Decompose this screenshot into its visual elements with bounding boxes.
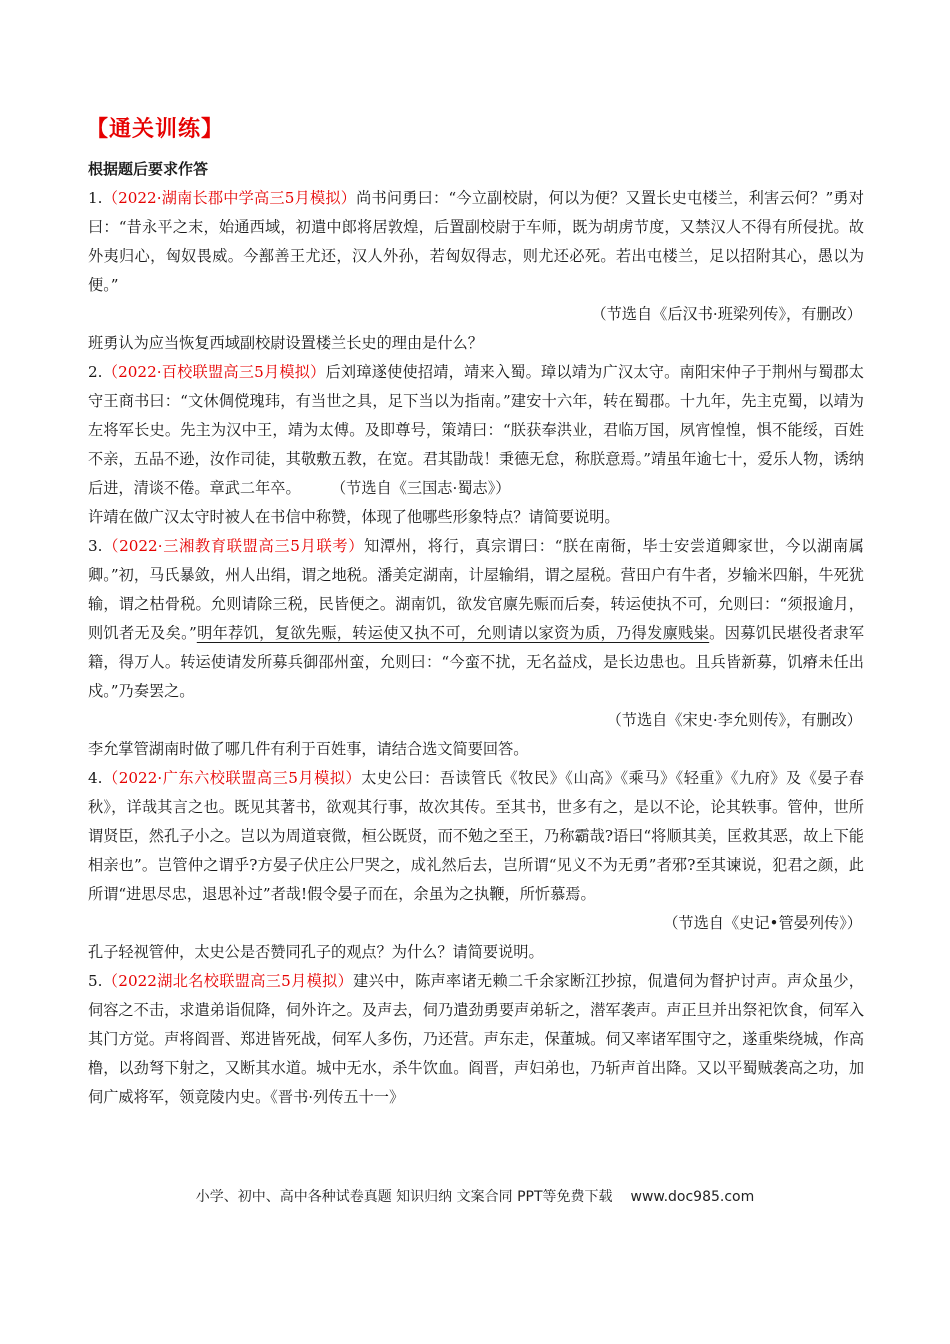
passage-text: 建兴中，陈声率诸无赖二千余家断江抄掠，侃遣伺为督护讨声。声众虽少，伺容之不击，求遣弟诣侃降，伺外许之。及声去，伺乃遣劲勇要声弟斩之，潜军袭声。声正旦并出祭祀饮食，伺军入其门方觉。声将阎晋、郑进皆死战，伺军人多伤，乃还营。声东走，保董城。伺又率诸军围守之，遂重柴绕城，作高橹，以劲弩下射之，又断其水道。城中无水，杀牛饮血。阎晋，声妇弟也，乃斩声首出降。又以平蜀贼袭高之功，加伺广威将军，领竟陵内史。《晋书·列传五十一》 <box>88 972 864 1106</box>
question-2-citation: （节选自《三国志·蜀志》） <box>338 479 511 497</box>
question-5-passage <box>88 967 864 1112</box>
question-number: 4. <box>88 769 103 787</box>
passage-text: 尚书问勇曰：“今立副校尉，何以为便？又置长史屯楼兰，利害云何？”勇对曰：“昔永平之末，始通西域，初遣中郎将居敦煌，后置副校尉于车师，既为胡虏节度，又禁汉人不得有所侵扰。故外夷归心，匈奴畏威。今鄯善王尤还，汉人外孙，若匈奴得志，则尤还必死。若出屯楼兰，足以招附其心，愚以为便。” <box>88 189 864 294</box>
question-1-passage <box>88 184 864 300</box>
page-footer <box>0 1186 950 1206</box>
passage-text: 知潭州，将行，真宗谓曰：“朕在南衙，毕士安尝道卿家世，今以湖南属卿。”初，马氏暴敛，州人出绢，谓之地税。潘美定湖南，计屋输绢，谓之屋税。营田户有牛者，岁输米四斛，牛死犹输，谓之枯骨税。允则请除三税，民皆便之。湖南饥，欲发官廪先赈而后奏，转运使执不可，允则曰：“须报逾月，则饥者无及矣。” <box>88 537 864 642</box>
question-1-citation: （节选自《后汉书·班梁列传》，有删改） <box>591 305 862 323</box>
question-number: 1. <box>88 189 103 207</box>
passage-text: 后刘璋遂使使招靖，靖来入蜀。璋以靖为广汉太守。南阳宋仲子于荆州与蜀郡太守王商书曰：“文休倜傥瑰玮，有当世之具，足下当以为指南。”建安十六年，转在蜀郡。十九年，先主克蜀，以靖为左将军长史。先主为汉中王，靖为太傅。及即尊号，策靖曰：“朕获奉洪业，君临万国，夙宵惶惶，惧不能绥，百姓不亲，五品不逊，汝作司徒，其敬敷五教，在宽。君其勖哉！秉德无怠，称朕意焉。”靖虽年逾七十，爱乐人物，诱纳后进，清谈不倦。章武二年卒。 <box>88 363 864 497</box>
instruction-heading: 根据题后要求作答 <box>88 160 209 178</box>
section-title: 【通关训练】 <box>86 117 225 142</box>
question-3-prompt: 李允掌管湖南时做了哪几件有利于百姓事，请结合选文简要回答。 <box>88 740 529 758</box>
question-3-passage <box>88 532 864 706</box>
question-number: 2. <box>88 363 103 381</box>
question-4-citation: （节选自《史记•管晏列传》） <box>663 914 862 932</box>
question-source: （2022·三湘教育联盟高三5月联考） <box>102 537 365 555</box>
question-list <box>88 184 864 1112</box>
footer-url-link[interactable]: www.doc985.com <box>630 1189 755 1205</box>
question-source: （2022·湖南长郡中学高三5月模拟） <box>102 189 357 207</box>
question-number: 3. <box>88 537 103 555</box>
question-4-passage <box>88 764 864 909</box>
question-3-citation: （节选自《宋史·李允则传》，有删改） <box>606 711 862 729</box>
question-source: （2022·广东六校联盟高三5月模拟） <box>102 769 362 787</box>
question-number: 5. <box>88 972 103 990</box>
passage-text-continued: 。因募饥民堪役者隶军籍，得万人。转运使请发所募兵御邵州蛮，允则曰：“今蛮不扰，无名益戍，是长边患也。且兵皆新募，饥瘠未任出戍。”乃奏罢之。 <box>88 624 865 700</box>
question-2-passage <box>88 358 864 503</box>
underlined-sentence: 明年荐饥，复欲先赈，转运使又执不可，允则请以家资为质，乃得发廪贱粜 <box>196 624 710 642</box>
question-1-prompt: 班勇认为应当恢复西域副校尉设置楼兰长史的理由是什么？ <box>88 334 483 352</box>
passage-text: 太史公曰：吾读管氏《牧民》《山高》《乘马》《轻重》《九府》及《晏子春秋》，详哉其言之也。既见其著书，欲观其行事，故次其传。至其书，世多有之，是以不论，论其轶事。管仲，世所谓贤臣，然孔子小之。岂以为周道衰微，桓公既贤，而不勉之至王，乃称霸哉?语曰“将顺其美，匡救其恶，故上下能相亲也”。岂管仲之谓乎?方晏子伏庄公尸哭之，成礼然后去，岂所谓“见义不为无勇”者邪?至其谏说，犯君之颜，此所谓“进思尽忠，退思补过”者哉!假令晏子而在，余虽为之执鞭，所忻慕焉。 <box>88 769 864 903</box>
footer-text: 小学、初中、高中各种试卷真题 知识归纳 文案合同 PPT等免费下载 <box>195 1189 613 1205</box>
question-2-prompt: 许靖在做广汉太守时被人在书信中称赞，体现了他哪些形象特点？请简要说明。 <box>88 508 620 526</box>
question-source: （2022湖北名校联盟高三5月模拟） <box>102 972 354 990</box>
question-4-prompt: 孔子轻视管仲，太史公是否赞同孔子的观点？为什么？请简要说明。 <box>88 943 544 961</box>
question-source: （2022·百校联盟高三5月模拟） <box>102 363 326 381</box>
